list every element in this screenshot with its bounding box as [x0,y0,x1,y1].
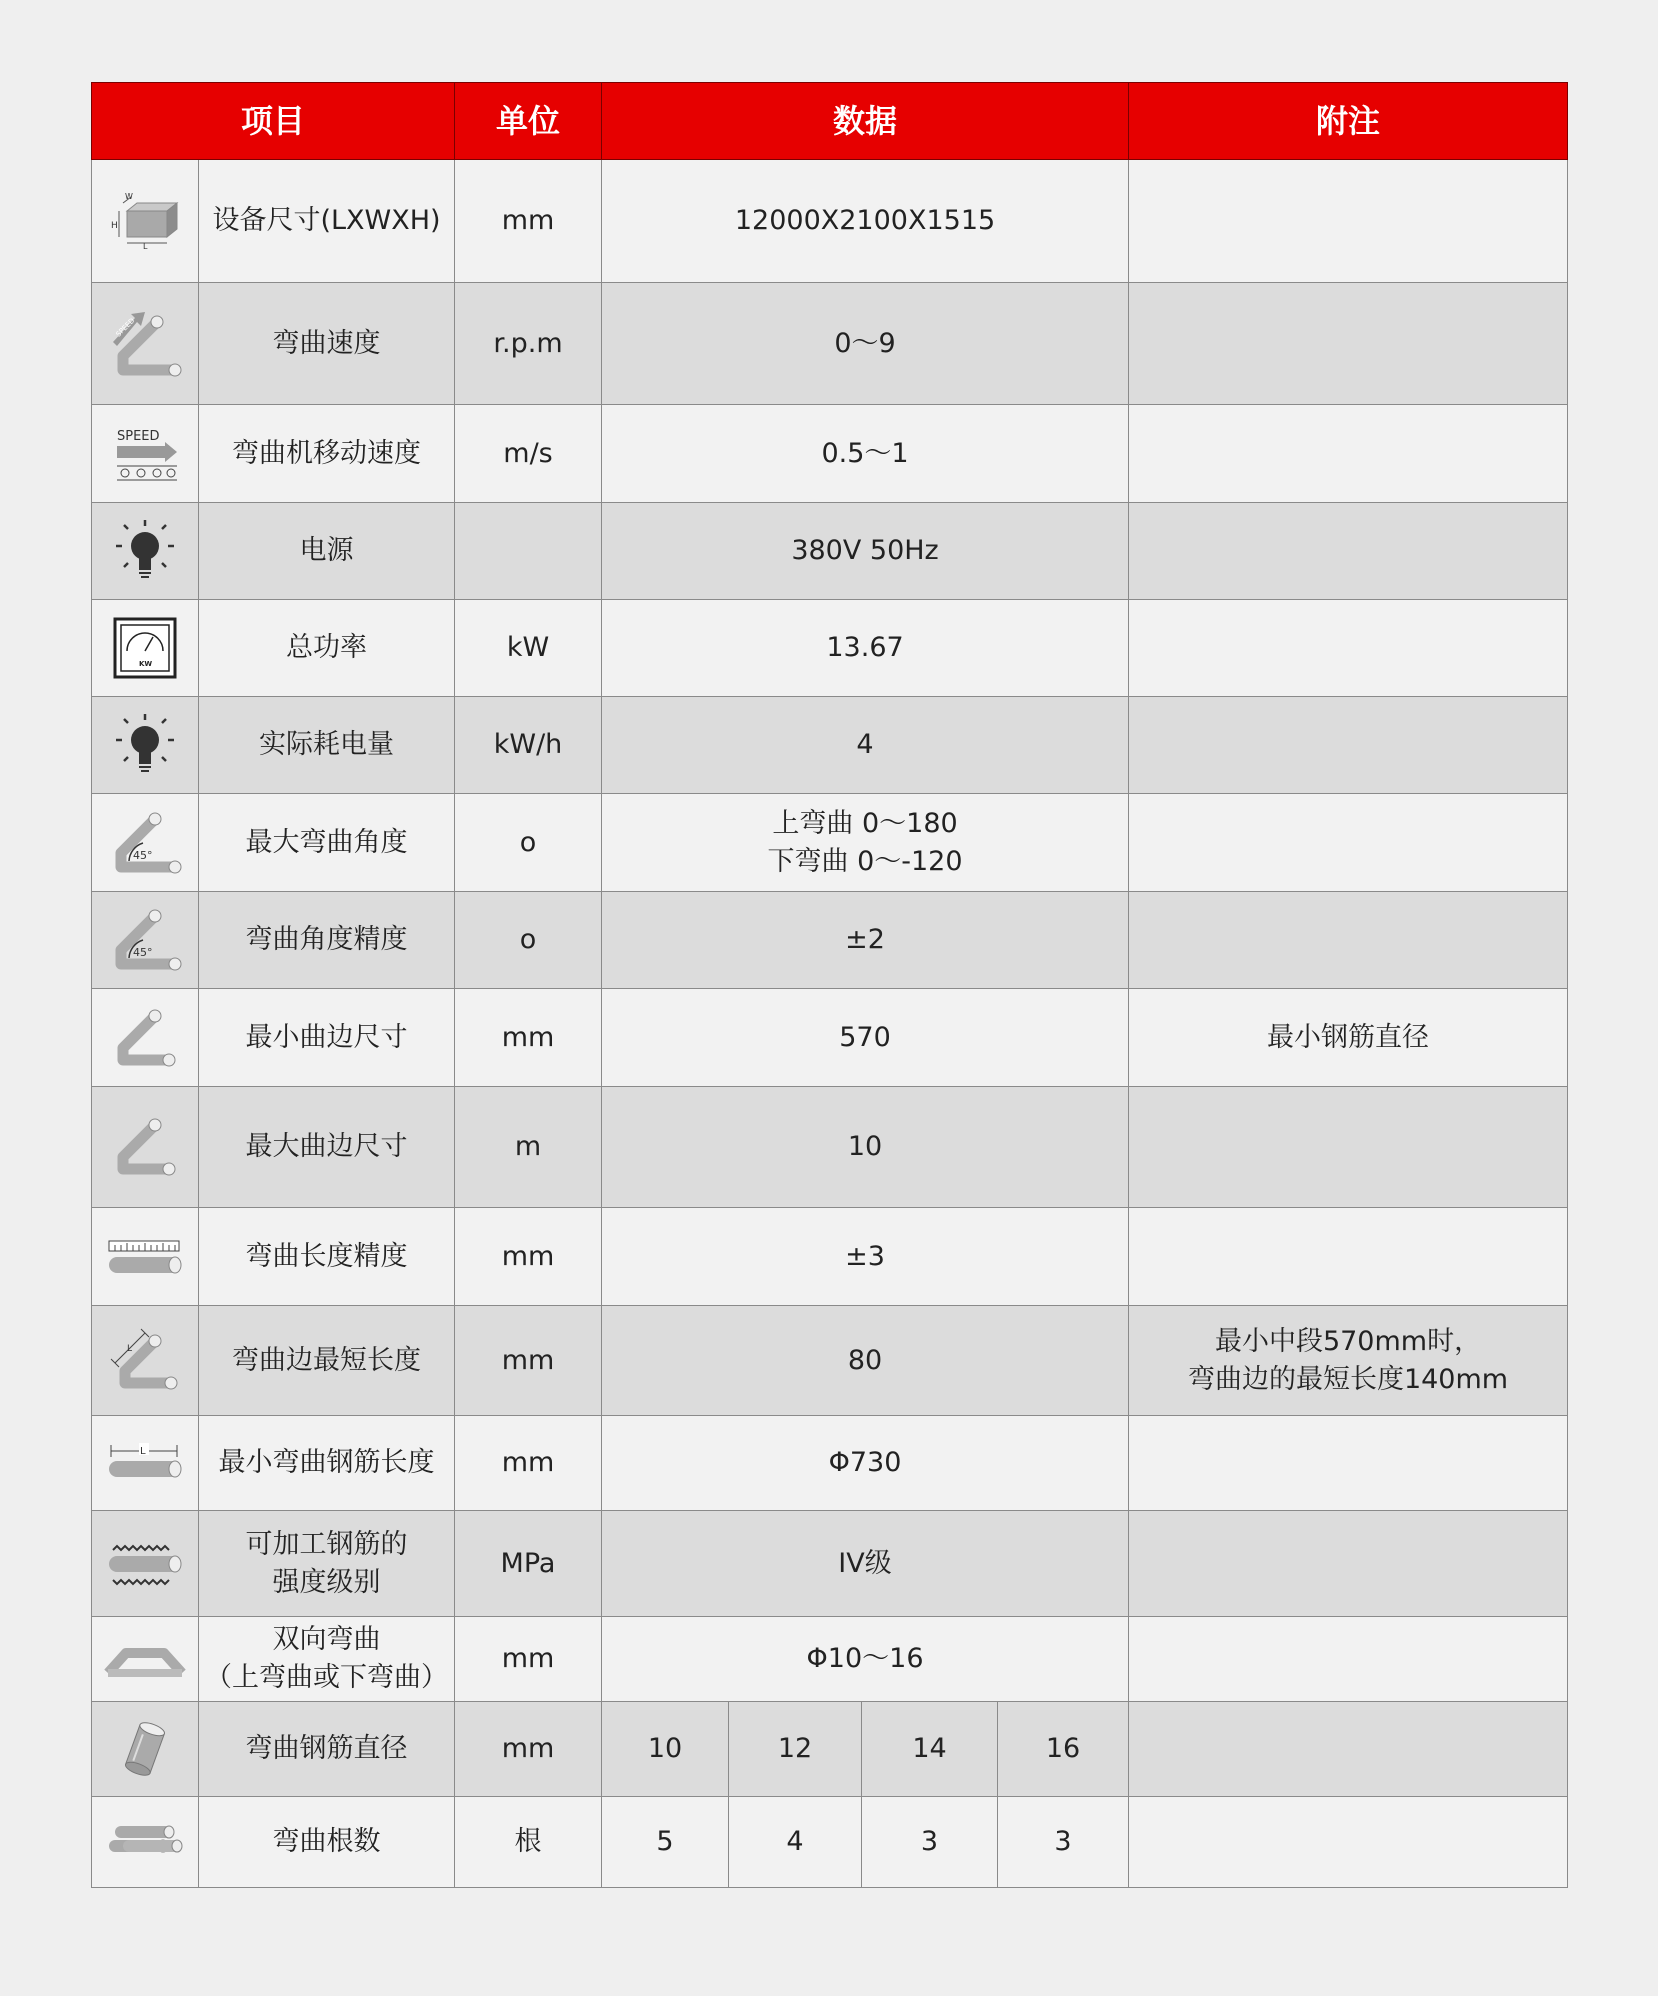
row-unit: m/s [455,405,602,503]
row-icon-cell [92,1511,199,1617]
row-unit: o [455,794,602,892]
row-label: 弯曲长度精度 [199,1208,455,1306]
row-label: 最小曲边尺寸 [199,989,455,1087]
row-unit: mm [455,1702,602,1797]
svg-text:45°: 45° [133,946,153,959]
svg-text:L: L [127,1343,133,1354]
row-value: Φ730 [602,1416,1129,1511]
row-note [1129,405,1568,503]
row-value: 13.67 [602,600,1129,697]
row-note [1129,503,1568,600]
row-label: 弯曲速度 [199,283,455,405]
diameter-value: 10 [602,1702,729,1797]
row-icon-cell [92,1087,199,1208]
table-row [92,892,1568,989]
bend-angle-icon [105,900,185,980]
row-label: 最小弯曲钢筋长度 [199,1416,455,1511]
row-note [1129,697,1568,794]
table-row [92,697,1568,794]
count-value: 3 [998,1797,1129,1888]
row-value: 0～9 [602,283,1129,405]
row-label [199,1617,455,1702]
row-value: 380V 50Hz [602,503,1129,600]
bend-speed-icon [105,304,185,384]
table-row [92,989,1568,1087]
row-value: 4 [602,697,1129,794]
row-icon-cell [92,892,199,989]
svg-text:L: L [143,242,148,251]
count-value: 4 [729,1797,862,1888]
value-line: 下弯曲 0～-120 [767,845,963,877]
row-value: ±2 [602,892,1129,989]
row-unit: r.p.m [455,283,602,405]
row-icon-cell [92,1702,199,1797]
bend-angle-icon [105,803,185,883]
row-note [1129,1208,1568,1306]
row-unit: kW [455,600,602,697]
row-value [602,794,1129,892]
row-label [199,1511,455,1617]
row-value: Φ10～16 [602,1617,1129,1702]
row-icon-cell [92,1416,199,1511]
bar-section-icon [110,1714,180,1784]
conveyor-speed-icon [105,424,185,484]
row-icon-cell [92,503,199,600]
row-note [1129,794,1568,892]
header-row [92,83,1568,160]
row-unit: mm [455,989,602,1087]
svg-text:KW: KW [139,660,153,668]
svg-text:SPEED: SPEED [114,316,137,338]
row-label: 弯曲钢筋直径 [199,1702,455,1797]
value-line: 上弯曲 0～180 [772,807,958,839]
row-value: ±3 [602,1208,1129,1306]
row-unit: 根 [455,1797,602,1888]
table-row [92,1306,1568,1416]
count-value: 3 [862,1797,998,1888]
header-item: 项目 [92,83,455,160]
row-icon-cell [92,405,199,503]
svg-text:SPEED: SPEED [117,428,160,444]
double-bend-icon [100,1629,190,1689]
spec-table [91,82,1568,1888]
row-note [1129,1617,1568,1702]
row-unit: mm [455,1617,602,1702]
svg-text:45°: 45° [133,848,153,862]
bend-length-icon [105,1321,185,1401]
row-unit: MPa [455,1511,602,1617]
bent-bar-icon [105,998,185,1078]
row-note [1129,1797,1568,1888]
diameter-value: 16 [998,1702,1129,1797]
row-unit: mm [455,1306,602,1416]
header-note: 附注 [1129,83,1568,160]
row-label: 最大弯曲角度 [199,794,455,892]
bent-bar-icon [105,1107,185,1187]
row-icon-cell [92,283,199,405]
row-label: 弯曲边最短长度 [199,1306,455,1416]
row-label: 弯曲机移动速度 [199,405,455,503]
row-value: 570 [602,989,1129,1087]
table-row [92,1797,1568,1888]
row-label: 弯曲角度精度 [199,892,455,989]
row-unit: o [455,892,602,989]
row-icon-cell [92,794,199,892]
row-note [1129,283,1568,405]
svg-text:H: H [111,221,118,231]
row-value: 10 [602,1087,1129,1208]
row-value: IV级 [602,1511,1129,1617]
label-line: （上弯曲或下弯曲） [205,1662,448,1693]
bar-bundle-icon [105,1812,185,1872]
row-value: 12000X2100X1515 [602,160,1129,283]
row-note [1129,160,1568,283]
row-value: 80 [602,1306,1129,1416]
row-label: 总功率 [199,600,455,697]
table-row [92,1702,1568,1797]
ribbed-bar-icon [105,1534,185,1594]
note-line: 弯曲边的最短长度140mm [1187,1363,1509,1395]
table-row [92,160,1568,283]
table-row [92,600,1568,697]
label-line: 可加工钢筋的 [245,1528,408,1560]
diameter-value: 14 [862,1702,998,1797]
row-note [1129,892,1568,989]
table-row [92,1087,1568,1208]
svg-text:L: L [140,1446,146,1457]
diameter-value: 12 [729,1702,862,1797]
power-meter-icon [110,613,180,683]
table-row [92,794,1568,892]
label-line: 双向弯曲 [272,1624,381,1655]
svg-text:W: W [125,192,133,201]
label-line: 强度级别 [272,1566,381,1598]
row-unit: mm [455,1416,602,1511]
box-dimensions-icon [105,191,185,251]
row-icon-cell [92,989,199,1087]
table-row [92,1511,1568,1617]
row-note [1129,1087,1568,1208]
row-unit [455,503,602,600]
row-icon-cell [92,697,199,794]
spec-sheet [91,82,1567,1888]
row-label: 设备尺寸(LXWXH) [199,160,455,283]
row-unit: kW/h [455,697,602,794]
count-value: 5 [602,1797,729,1888]
table-row [92,1617,1568,1702]
row-note [1129,1416,1568,1511]
bar-length-icon [105,1433,185,1493]
light-bulb-icon [110,710,180,780]
row-icon-cell [92,1306,199,1416]
table-row [92,1416,1568,1511]
table-row [92,283,1568,405]
ruler-bar-icon [105,1227,185,1287]
row-unit: mm [455,1208,602,1306]
table-row [92,503,1568,600]
row-icon-cell [92,1208,199,1306]
note-line: 最小中段570mm时， [1214,1325,1482,1357]
row-icon-cell [92,600,199,697]
row-icon-cell [92,1617,199,1702]
row-icon-cell [92,1797,199,1888]
row-label: 最大曲边尺寸 [199,1087,455,1208]
row-label: 弯曲根数 [199,1797,455,1888]
row-note: 最小钢筋直径 [1129,989,1568,1087]
row-note [1129,1702,1568,1797]
row-unit: mm [455,160,602,283]
row-label: 实际耗电量 [199,697,455,794]
row-icon-cell [92,160,199,283]
row-note [1129,1306,1568,1416]
row-label: 电源 [199,503,455,600]
header-unit: 单位 [455,83,602,160]
row-unit: m [455,1087,602,1208]
row-value: 0.5～1 [602,405,1129,503]
row-note [1129,600,1568,697]
light-bulb-icon [110,516,180,586]
table-row [92,1208,1568,1306]
table-row [92,405,1568,503]
header-data: 数据 [602,83,1129,160]
row-note [1129,1511,1568,1617]
